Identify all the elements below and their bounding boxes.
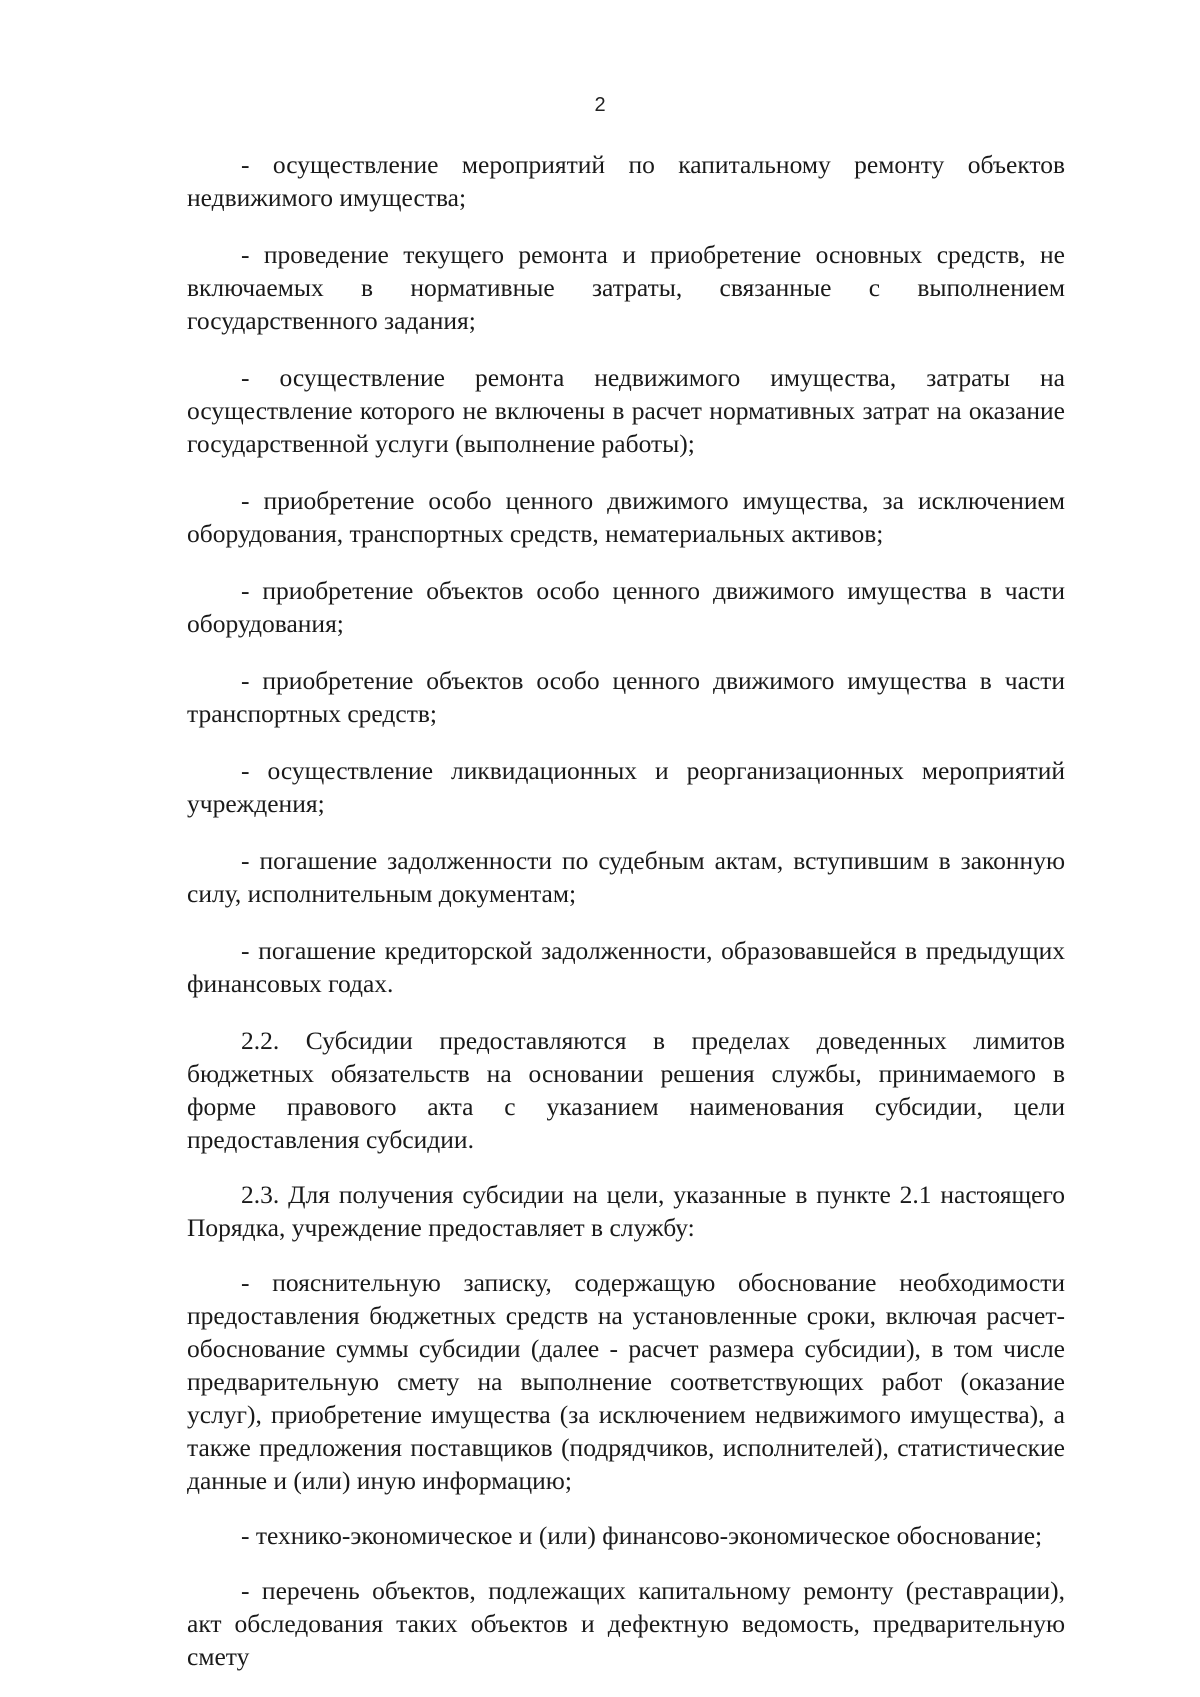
paragraph-objects-list: - перечень объектов, подлежащих капитальному ремонту (реставрации), акт обследования таких объектов и дефектную ведомость, предварительную смету xyxy=(187,1576,1065,1671)
paragraph-court-debts: - погашение задолженности по судебным актам, вступившим в законную силу, исполнительным документам; xyxy=(187,846,1065,908)
paragraph-section-2-3: 2.3. Для получения субсидии на цели, указанные в пункте 2.1 настоящего Порядка, учреждение предоставляет в службу: xyxy=(187,1180,1065,1242)
paragraph-vehicles: - приобретение объектов особо ценного движимого имущества в части транспортных средств; xyxy=(187,666,1065,728)
paragraph-explanatory-note: - пояснительную записку, содержащую обоснование необходимости предоставления бюджетных средств на установленные сроки, включая расчет-обоснование суммы субсидии (далее - расчет размера субсидии), в том числе предварительную смету на выполнение соответствующих работ (оказание услуг), приобретение имущества (за исключением недвижимого имущества), а также предложения поставщиков (подрядчиков, исполнителей), статистические данные и (или) иную информацию; xyxy=(187,1268,1065,1495)
document-body xyxy=(187,148,1065,1695)
paragraph-valuable-property: - приобретение особо ценного движимого имущества, за исключением оборудования, транспортных средств, нематериальных активов; xyxy=(187,486,1065,548)
paragraph-property-repair: - осуществление ремонта недвижимого имущества, затраты на осуществление которого не включены в расчет нормативных затрат на оказание государственной услуги (выполнение работы); xyxy=(187,363,1065,458)
paragraph-section-2-2: 2.2. Субсидии предоставляются в пределах доведенных лимитов бюджетных обязательств на основании решения службы, принимаемого в форме правового акта с указанием наименования субсидии, цели предоставления субсидии. xyxy=(187,1026,1065,1154)
paragraph-current-repair: - проведение текущего ремонта и приобретение основных средств, не включаемых в нормативные затраты, связанные с выполнением государственного задания; xyxy=(187,240,1065,335)
paragraph-liquidation: - осуществление ликвидационных и реорганизационных мероприятий учреждения; xyxy=(187,756,1065,818)
page-number: 2 xyxy=(594,94,606,116)
paragraph-equipment: - приобретение объектов особо ценного движимого имущества в части оборудования; xyxy=(187,576,1065,638)
paragraph-capital-repair: - осуществление мероприятий по капитальному ремонту объектов недвижимого имущества; xyxy=(187,150,1065,212)
paragraph-feasibility-study: - технико-экономическое и (или) финансово-экономическое обоснование; xyxy=(241,1521,1043,1550)
paragraph-creditor-debts: - погашение кредиторской задолженности, образовавшейся в предыдущих финансовых годах. xyxy=(187,936,1065,998)
